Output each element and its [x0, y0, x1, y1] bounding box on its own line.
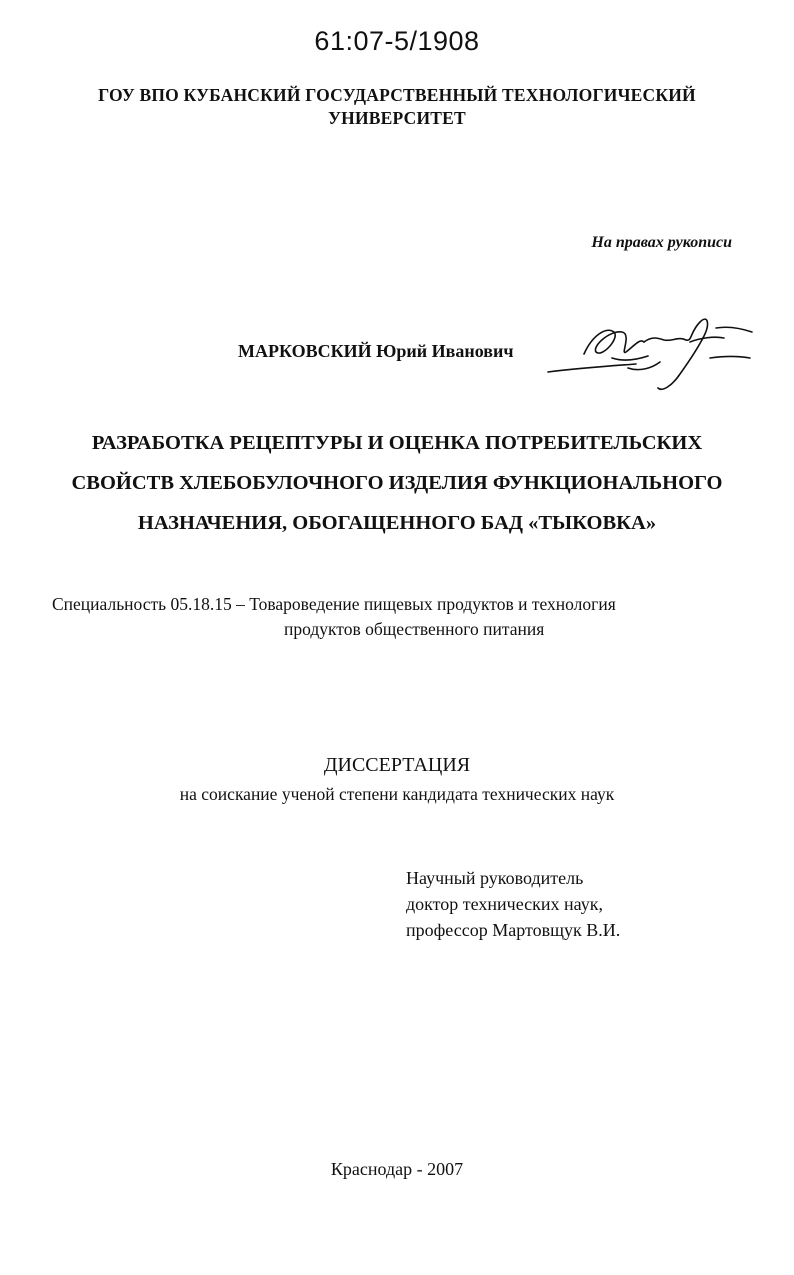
catalog-number: 61:07-5/1908 — [314, 26, 480, 56]
signature-stroke — [690, 337, 724, 342]
specialty — [52, 592, 752, 642]
city-year: Краснодар - 2007 — [330, 1159, 464, 1179]
title-line-2: СВОЙСТВ ХЛЕБОБУЛОЧНОГО ИЗДЕЛИЯ ФУНКЦИОНАЛЬНОГО — [71, 472, 723, 494]
signature-stroke — [628, 362, 660, 370]
signature-stroke — [612, 356, 648, 360]
degree-line: на соискание ученой степени кандидата технических наук — [179, 784, 615, 804]
author-signature — [540, 302, 760, 394]
specialty-line-1: Специальность 05.18.15 – Товароведение пищевых продуктов и технология — [52, 594, 616, 614]
signature-stroke — [644, 319, 707, 389]
author-name: МАРКОВСКИЙ Юрий Иванович — [238, 341, 514, 361]
supervisor-role: Научный руководитель — [406, 868, 584, 888]
rights-note: На правах рукописи — [591, 234, 732, 251]
specialty-line-2: продуктов общественного питания — [284, 619, 545, 639]
supervisor-block — [406, 865, 620, 943]
supervisor-degree: доктор технических наук, — [406, 894, 603, 914]
organization-line-2: УНИВЕРСИТЕТ — [328, 108, 466, 128]
signature-stroke — [716, 327, 752, 332]
organization-name — [0, 84, 794, 130]
organization-line-1: ГОУ ВПО КУБАНСКИЙ ГОСУДАРСТВЕННЫЙ ТЕХНОЛОГИЧЕСКИЙ — [98, 85, 696, 105]
signature-stroke — [584, 330, 644, 354]
signature-stroke — [548, 364, 636, 372]
dissertation-title — [0, 423, 794, 543]
document-type: ДИССЕРТАЦИЯ — [323, 754, 471, 776]
supervisor-name: профессор Мартовщук В.И. — [406, 920, 621, 940]
title-line-1: РАЗРАБОТКА РЕЦЕПТУРЫ И ОЦЕНКА ПОТРЕБИТЕЛЬСКИХ — [91, 432, 703, 454]
title-line-3: НАЗНАЧЕНИЯ, ОБОГАЩЕННОГО БАД «ТЫКОВКА» — [137, 512, 657, 534]
signature-stroke — [710, 357, 750, 359]
